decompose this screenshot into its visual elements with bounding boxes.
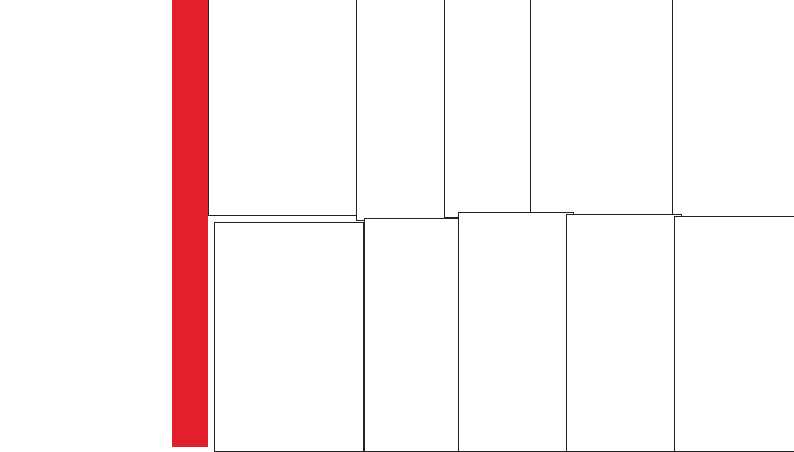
- sheet-number-bonds: [566, 214, 682, 452]
- sheet-fill-blanks: [208, 0, 364, 216]
- sheet-shape-sides: [356, 0, 454, 221]
- sheet-dot-equations: [674, 216, 794, 452]
- number-lines: [459, 213, 574, 452]
- promo-panel: [0, 0, 172, 447]
- dot-equations: [675, 217, 794, 452]
- circle-diagrams: [531, 0, 678, 218]
- sheet-circles: [530, 0, 678, 218]
- square-grids: [365, 219, 460, 452]
- sheet-base-ten: [444, 0, 538, 218]
- sheet-maze: [214, 222, 364, 452]
- maze-illustration: [215, 223, 364, 452]
- sheet-number-line-jumps: [458, 212, 574, 452]
- red-accent-bar: [172, 0, 208, 447]
- sheet-grid-squares: [364, 218, 460, 452]
- base-ten-blocks-illustration: [445, 0, 538, 218]
- sheet-arrays: [672, 0, 794, 220]
- fill-blank-boxes-illustration: [209, 0, 364, 216]
- array-grids: [673, 0, 794, 220]
- number-bond-diagrams: [567, 215, 682, 452]
